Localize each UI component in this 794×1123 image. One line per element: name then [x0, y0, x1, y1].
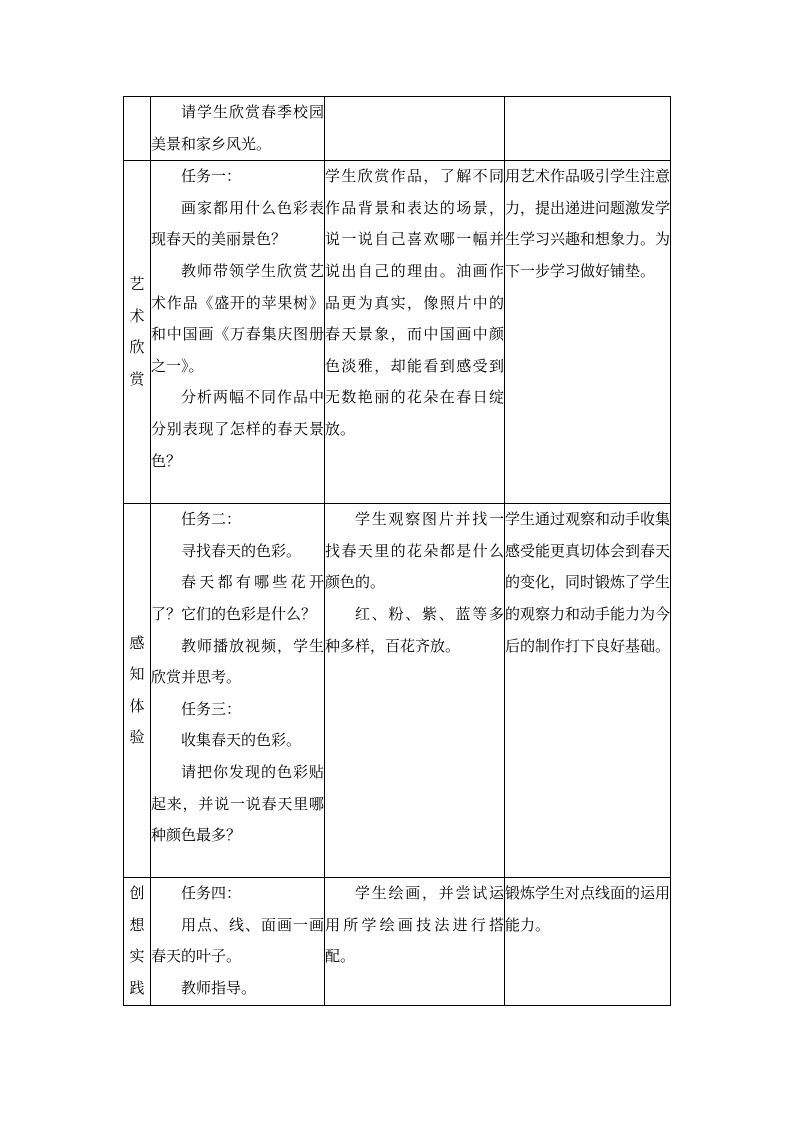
intent-text: 用艺术作品吸引学生注意力，提出递进问题激发学生学习兴趣和想象力。为下一步学习做好铺垫。 — [505, 167, 671, 280]
task-heading: 任务二： — [181, 510, 242, 529]
teacher-text: 教师指导。 — [181, 978, 257, 997]
student-activity-cell — [325, 878, 505, 1005]
stage-char: 艺 — [129, 275, 145, 293]
stage-char: 欣 — [129, 338, 145, 357]
teacher-text: 请把你发现的色彩贴起来，并说一说春天里哪种颜色最多？ — [151, 762, 324, 845]
teacher-text: 用点、线、面画一画春天的叶子。 — [151, 915, 324, 966]
table-row — [124, 878, 671, 1005]
student-activity-cell — [325, 504, 505, 878]
student-text: 学生欣赏作品，了解不同作品背景和表达的场景，说一说自己喜欢哪一幅并说出自己的理由。油画作品更为真实，像照片中的春天景象，而中国画中颜色淡雅，却能看到感受到无数艳丽的花朵在春日绽放。 — [325, 167, 504, 438]
design-intent-cell — [505, 97, 671, 161]
intent-text: 锻炼学生对点线面的运用能力。 — [505, 884, 671, 934]
table-row — [124, 504, 671, 878]
stage-char: 验 — [129, 728, 145, 747]
teacher-text: 教师播放视频，学生欣赏并思考。 — [151, 636, 324, 687]
teacher-text: 请学生欣赏春季校园美景和家乡风光。 — [151, 103, 324, 153]
stage-char: 创 — [129, 884, 145, 903]
teacher-activity-cell — [151, 504, 325, 878]
lesson-plan-table — [123, 96, 671, 1006]
student-activity-cell — [325, 97, 505, 161]
stage-char: 术 — [129, 306, 145, 325]
student-text: 学生观察图片并找一找春天里的花朵都是什么颜色的。 — [325, 510, 504, 592]
teacher-text: 寻找春天的色彩。 — [181, 541, 302, 560]
table-row — [124, 97, 671, 161]
stage-char: 感 — [129, 633, 145, 652]
teacher-text: 教师带领学生欣赏艺术作品《盛开的苹果树》和中国画《万春集庆图册之一》。 — [151, 261, 324, 375]
stage-char: 实 — [129, 947, 145, 966]
teacher-activity-cell — [151, 161, 325, 504]
intent-text: 学生通过观察和动手收集感受能更真切体会到春天的变化，同时锻炼了学生的观察力和动手能力为今后的制作打下良好基础。 — [505, 510, 671, 655]
stage-char: 践 — [129, 978, 145, 997]
stage-char: 体 — [129, 696, 145, 715]
design-intent-cell — [505, 878, 671, 1005]
design-intent-cell — [505, 504, 671, 878]
table-row — [124, 161, 671, 504]
task-heading: 任务四： — [181, 884, 242, 903]
stage-char: 想 — [129, 915, 145, 934]
task-heading: 任务一： — [181, 167, 242, 186]
teacher-activity-cell — [151, 878, 325, 1005]
stage-cell — [124, 878, 151, 1005]
student-activity-cell — [325, 161, 505, 504]
teacher-text: 收集春天的色彩。 — [181, 731, 302, 750]
teacher-text: 画家都用什么色彩表现春天的美丽景色？ — [151, 198, 324, 249]
task-heading: 任务三： — [181, 699, 242, 718]
student-text: 学生绘画，并尝试运用所学绘画技法进行搭配。 — [325, 884, 504, 966]
stage-char: 赏 — [129, 369, 145, 388]
stage-cell — [124, 161, 151, 504]
stage-cell — [124, 97, 151, 161]
design-intent-cell — [505, 161, 671, 504]
stage-char: 知 — [129, 665, 145, 684]
stage-cell — [124, 504, 151, 878]
teacher-text: 春天都有哪些花开了？它们的色彩是什么？ — [151, 573, 324, 623]
teacher-activity-cell — [151, 97, 325, 161]
teacher-text: 分析两幅不同作品中分别表现了怎样的春天景色？ — [151, 388, 324, 470]
student-text: 红、粉、紫、蓝等多种多样，百花齐放。 — [325, 604, 504, 655]
